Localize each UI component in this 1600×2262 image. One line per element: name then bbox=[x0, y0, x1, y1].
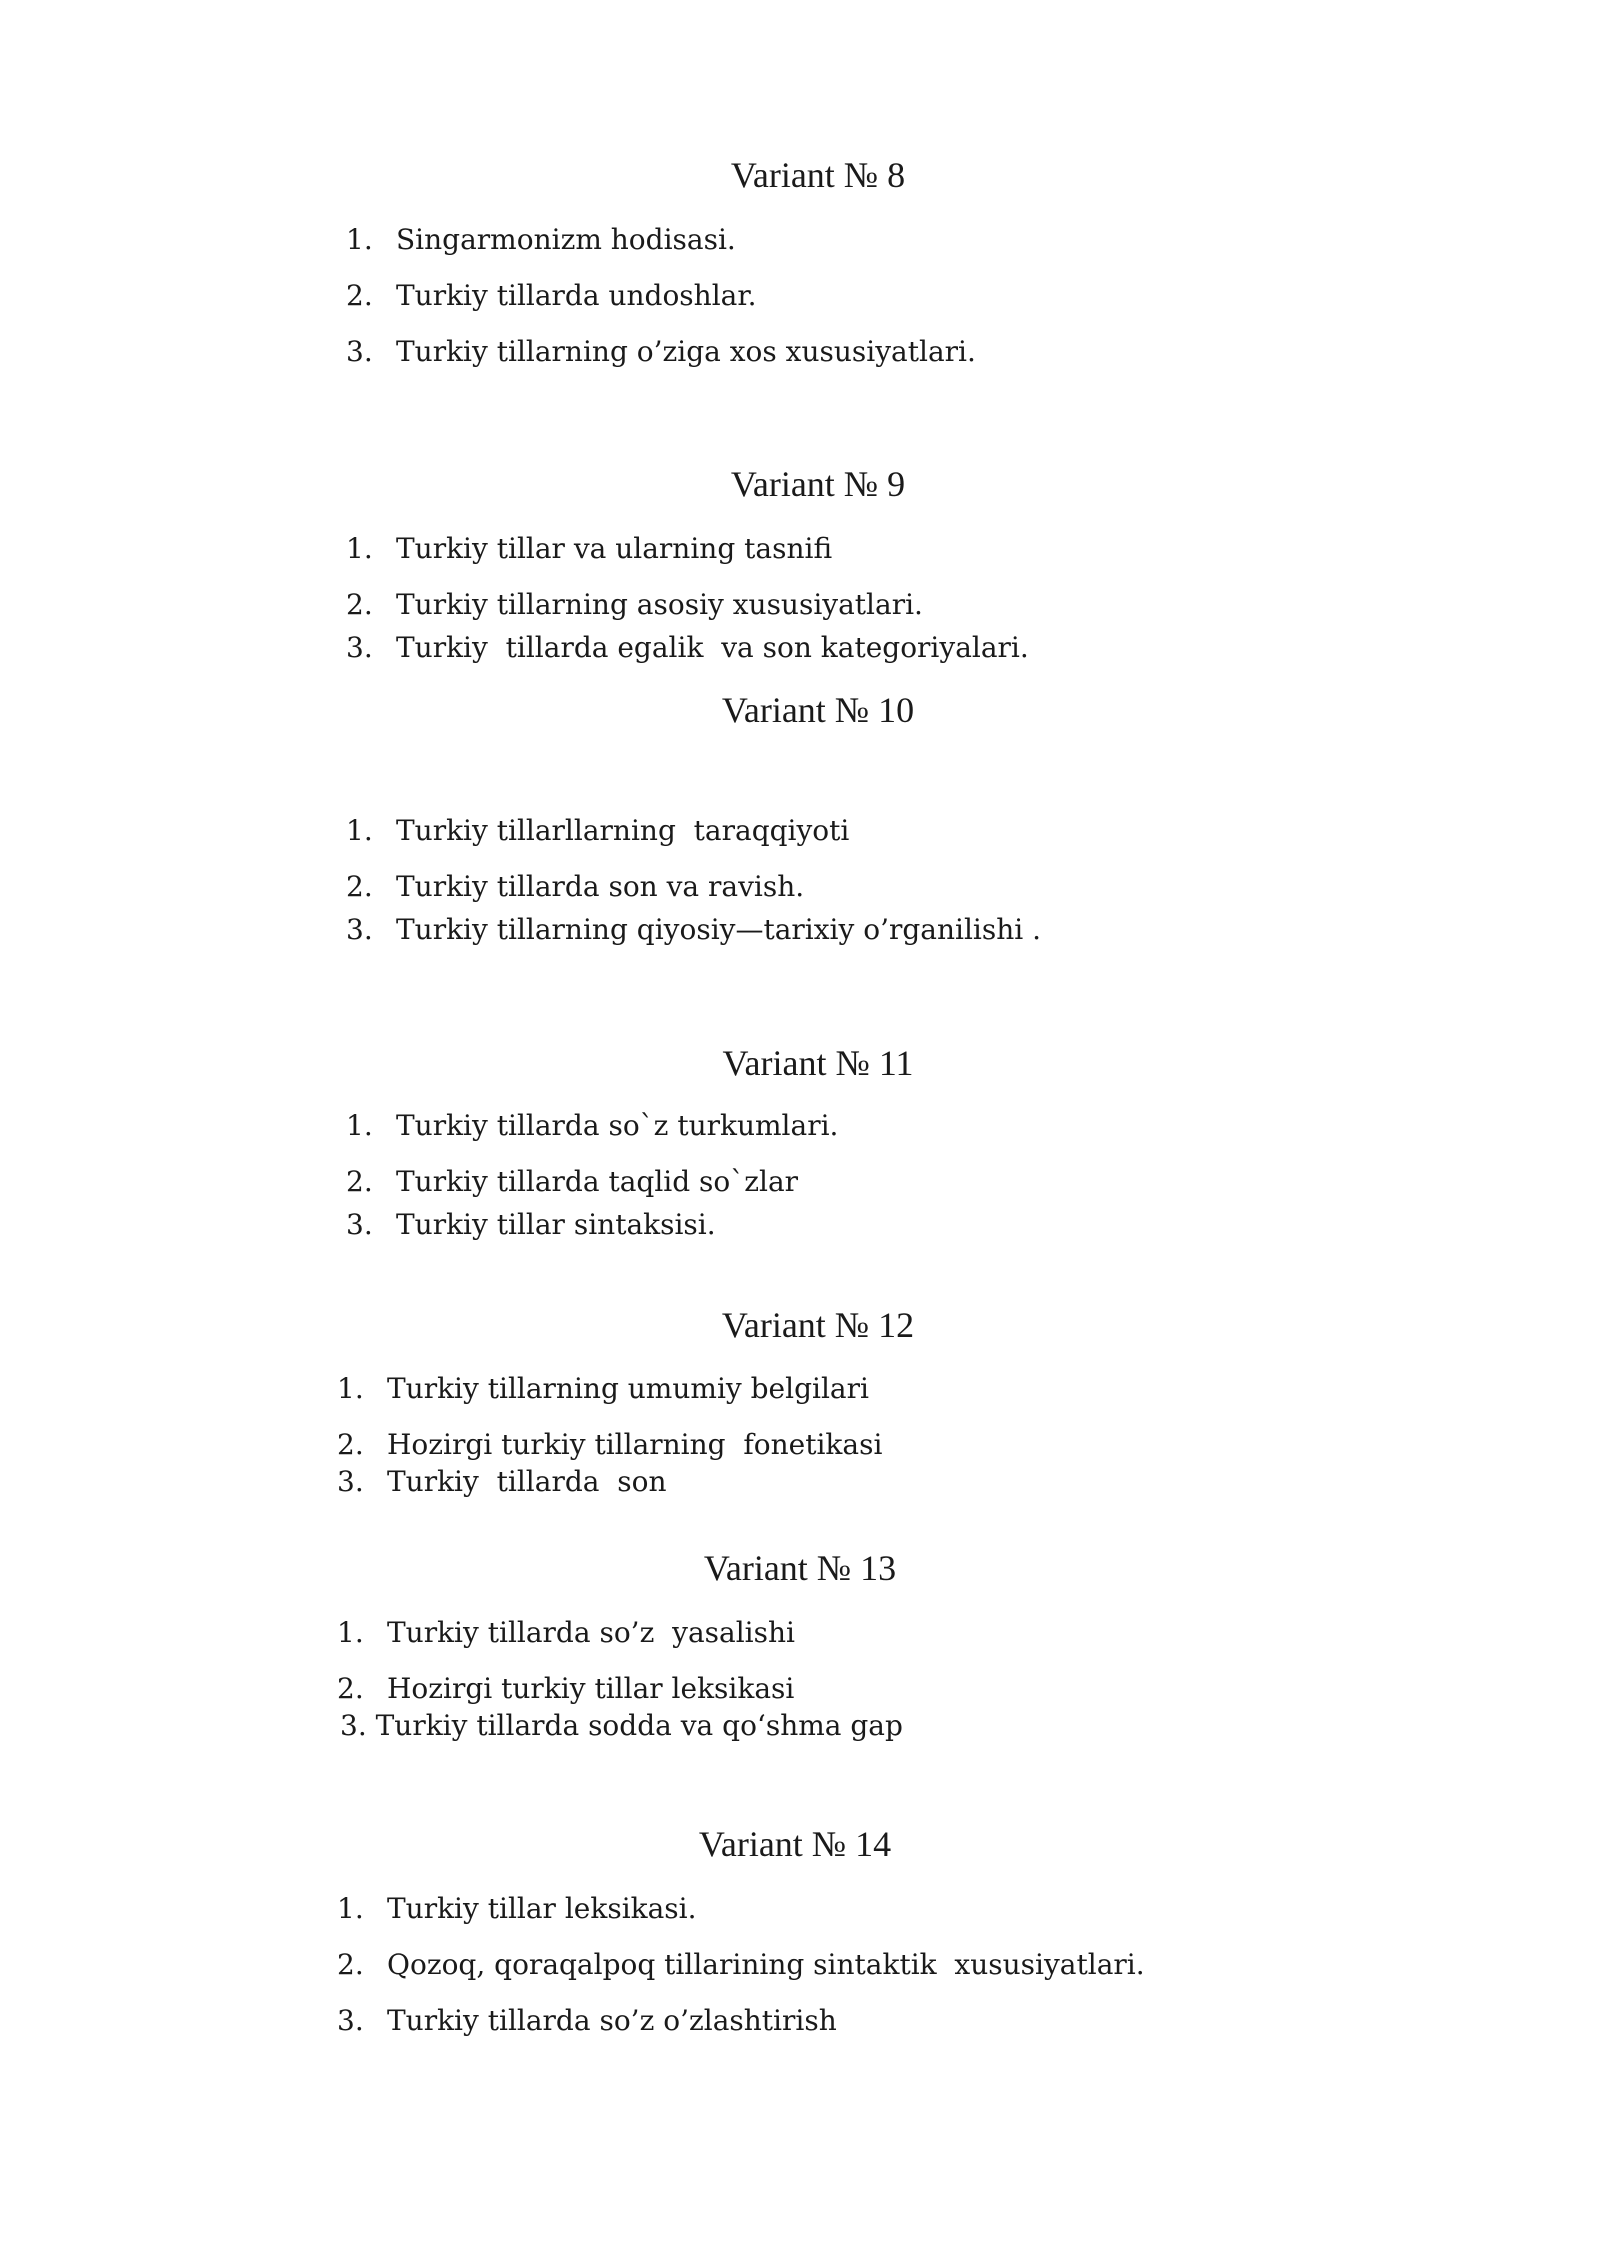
item-text: Turkiy tillarda so`z turkumlari. bbox=[396, 1109, 839, 1142]
item-number: 1. bbox=[346, 223, 373, 256]
item-text: Hozirgi turkiy tillarning fonetikasi bbox=[387, 1428, 883, 1461]
item-text: Turkiy tillar va ularning tasnifi bbox=[396, 532, 833, 565]
item-number: 2. bbox=[346, 870, 373, 903]
item-text: 3. Turkiy tillarda sodda va qo‘shma gap bbox=[340, 1709, 903, 1742]
item-text: Turkiy tillarning qiyosiy—tarixiy o’rganilishi . bbox=[396, 913, 1042, 946]
item-text: Turkiy tillarda son va ravish. bbox=[396, 870, 805, 903]
item-number: 1. bbox=[346, 1109, 373, 1142]
variant-heading: Variant № 14 bbox=[698, 1824, 892, 1864]
item-text: Qozoq, qoraqalpoq tillarining sintaktik xususiyatlari. bbox=[387, 1948, 1145, 1981]
variant-heading: Variant № 8 bbox=[730, 155, 906, 195]
item-text: Turkiy tillar leksikasi. bbox=[387, 1892, 697, 1925]
item-number: 2. bbox=[337, 1672, 364, 1705]
item-text: Turkiy tillarning umumiy belgilari bbox=[387, 1372, 869, 1405]
item-number: 3. bbox=[346, 631, 373, 664]
item-text: Hozirgi turkiy tillar leksikasi bbox=[387, 1672, 795, 1705]
item-text: Turkiy tillar sintaksisi. bbox=[396, 1208, 716, 1241]
variant-heading: Variant № 9 bbox=[730, 464, 906, 504]
item-number: 2. bbox=[337, 1428, 364, 1461]
item-text: Turkiy tillarda undoshlar. bbox=[396, 279, 757, 312]
item-number: 2. bbox=[346, 588, 373, 621]
variant-heading: Variant № 10 bbox=[721, 690, 915, 730]
item-number: 3. bbox=[337, 1465, 364, 1498]
item-number: 3. bbox=[346, 1208, 373, 1241]
variant-heading: Variant № 13 bbox=[703, 1548, 897, 1588]
item-number: 1. bbox=[337, 1616, 364, 1649]
item-text: Turkiy tillarllarning taraqqiyoti bbox=[396, 814, 850, 847]
item-text: Singarmonizm hodisasi. bbox=[396, 223, 736, 256]
item-number: 3. bbox=[337, 2004, 364, 2037]
variant-heading: Variant № 11 bbox=[722, 1043, 914, 1083]
item-text: Turkiy tillarda so’z yasalishi bbox=[387, 1616, 795, 1649]
item-number: 1. bbox=[346, 814, 373, 847]
item-number: 1. bbox=[337, 1892, 364, 1925]
item-number: 1. bbox=[337, 1372, 364, 1405]
item-text: Turkiy tillarning asosiy xususiyatlari. bbox=[396, 588, 923, 621]
item-number: 1. bbox=[346, 532, 373, 565]
item-text: Turkiy tillarda so’z o’zlashtirish bbox=[387, 2004, 837, 2037]
item-text: Turkiy tillarda taqlid so`zlar bbox=[396, 1165, 799, 1198]
item-number: 2. bbox=[346, 279, 373, 312]
item-text: Turkiy tillarda egalik va son kategoriyalari. bbox=[396, 631, 1029, 664]
item-number: 3. bbox=[346, 335, 373, 368]
item-number: 3. bbox=[346, 913, 373, 946]
item-number: 2. bbox=[337, 1948, 364, 1981]
item-text: Turkiy tillarda son bbox=[387, 1465, 667, 1498]
variant-heading: Variant № 12 bbox=[721, 1305, 915, 1345]
item-text: Turkiy tillarning o’ziga xos xususiyatlari. bbox=[396, 335, 976, 368]
item-number: 2. bbox=[346, 1165, 373, 1198]
